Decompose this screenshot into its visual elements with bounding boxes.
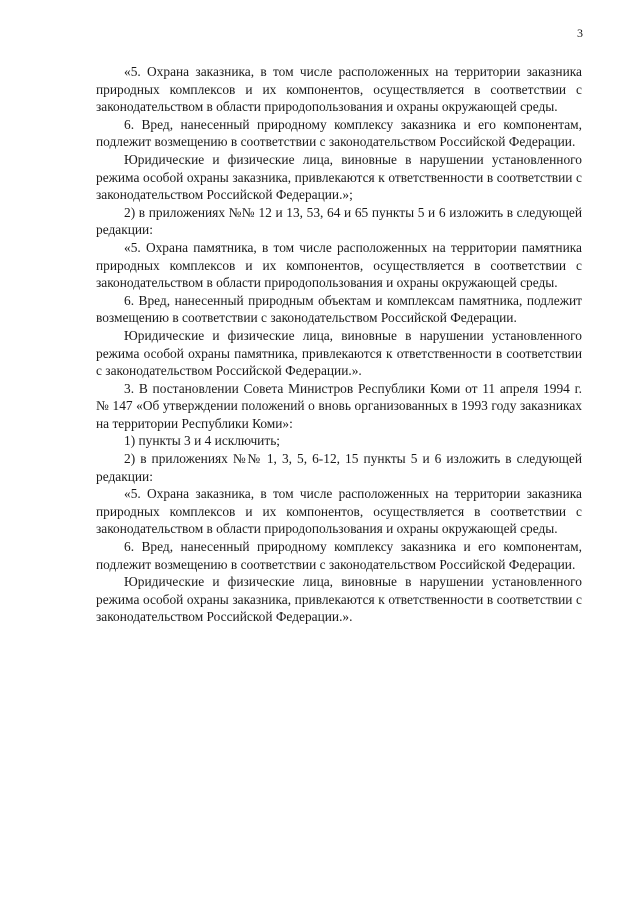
paragraph: 1) пункты 3 и 4 исключить; bbox=[124, 433, 281, 449]
paragraph: 6. Вред, нанесенный природному комплексу заказника и его компонентам, подлежит возмещению в соответствии с законодательством Российской Федерации. bbox=[96, 116, 582, 150]
document-body bbox=[96, 63, 582, 626]
paragraph: «5. Охрана памятника, в том числе расположенных на территории памятника природных комплексов и их компонентов, осуществляется в соответствии с законодательством в области природопользования и охраны окружающей среды. bbox=[96, 239, 582, 291]
paragraph: Юридические и физические лица, виновные в нарушении установленного режима особой охраны заказника, привлекаются к ответственности в соответствии с законодательством Российской Федерации.»; bbox=[96, 151, 582, 203]
page-number: 3 bbox=[577, 26, 583, 40]
paragraph: 6. Вред, нанесенный природным объектам и комплексам памятника, подлежит возмещению в соответствии с законодательством Российской Федерации. bbox=[96, 292, 582, 326]
paragraph: Юридические и физические лица, виновные в нарушении установленного режима особой охраны заказника, привлекаются к ответственности в соответствии с законодательством Российской Федерации.». bbox=[96, 574, 582, 625]
paragraph: 2) в приложениях №№ 12 и 13, 53, 64 и 65 пункты 5 и 6 изложить в следующей редакции: bbox=[96, 204, 582, 238]
paragraph: 2) в приложениях №№ 1, 3, 5, 6-12, 15 пункты 5 и 6 изложить в следующей редакции: bbox=[96, 451, 582, 484]
paragraph: «5. Охрана заказника, в том числе расположенных на территории заказника природных комплексов и их компонентов, осуществляется в соответствии с законодательством в области природопользования и охраны окружающей среды. bbox=[96, 64, 582, 115]
paragraph: 6. Вред, нанесенный природному комплексу заказника и его компонентам, подлежит возмещению в соответствии с законодательством Российской Федерации. bbox=[96, 539, 582, 572]
paragraph: 3. В постановлении Совета Министров Республики Коми от 11 апреля 1994 г. № 147 «Об утверждении положений о вновь организованных в 1993 году заказниках на территории Республики Коми»: bbox=[96, 380, 582, 431]
paragraph: «5. Охрана заказника, в том числе расположенных на территории заказника природных комплексов и их компонентов, осуществляется в соответствии с законодательством в области природопользования и охраны окружающей среды. bbox=[96, 486, 582, 537]
paragraph: Юридические и физические лица, виновные в нарушении установленного режима особой охраны памятника, привлекаются к ответственности в соответствии с законодательством Российской Федерации.». bbox=[96, 327, 582, 379]
